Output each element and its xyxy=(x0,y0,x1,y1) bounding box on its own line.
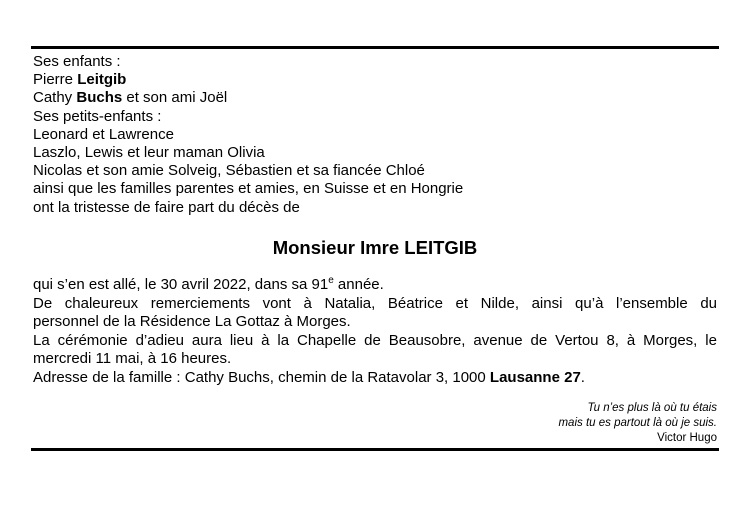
address-text: Adresse de la famille : Cathy Buchs, chemin de la Ratavolar 3, 1000 xyxy=(33,368,490,386)
child1-last-name: Leitgib xyxy=(77,71,127,89)
death-line xyxy=(33,276,717,295)
grandchildren-line: Leonard et Lawrence xyxy=(33,125,174,143)
child2-partner: et son ami Joël xyxy=(122,89,228,107)
bottom-rule xyxy=(31,448,719,451)
obituary-notice xyxy=(31,0,719,509)
quote-line: mais tu es partout là où je suis. xyxy=(558,417,717,429)
quote-block xyxy=(558,401,717,446)
death-text: qui s’en est allé, le 30 avril 2022, dans sa 91 xyxy=(33,276,329,293)
address-city: Lausanne 27 xyxy=(489,368,581,386)
address-end: . xyxy=(580,368,585,386)
families-line: ainsi que les familles parentes et amies, en Suisse et en Hongrie xyxy=(33,180,464,198)
thanks-line: De chaleureux remerciements vont à Natalia, Béatrice et Nilde, ainsi qu’à l’ensemble du xyxy=(33,294,717,312)
grandchildren-label: Ses petits-enfants : xyxy=(33,107,162,125)
quote-line: Tu n’es plus là où tu étais xyxy=(587,402,717,414)
quote-author: Victor Hugo xyxy=(657,432,717,444)
child-pierre xyxy=(33,71,717,89)
ordinal-suffix: e xyxy=(328,275,334,286)
notice-details xyxy=(33,276,717,387)
child2-first-name: Cathy xyxy=(33,89,73,107)
announcement-line: ont la tristesse de faire part du décès de xyxy=(33,198,300,216)
child1-first-name: Pierre xyxy=(33,71,74,89)
ceremony-line: La cérémonie d’adieu aura lieu à la Chapelle de Beausobre, avenue de Vertou 8, à Morges, le xyxy=(33,331,717,349)
thanks-line: personnel de la Résidence La Gottaz à Morges. xyxy=(33,313,351,330)
deceased-name: Monsieur Imre LEITGIB xyxy=(272,237,478,258)
grandchildren-line: Nicolas et son amie Solveig, Sébastien et sa fiancée Chloé xyxy=(33,162,425,180)
address-line xyxy=(33,369,717,388)
grandchildren-line: Laszlo, Lewis et leur maman Olivia xyxy=(33,144,265,162)
child-cathy xyxy=(33,89,717,107)
top-rule xyxy=(31,46,719,49)
child2-last-name: Buchs xyxy=(76,89,123,107)
ceremony-line: mercredi 11 mai, à 16 heures. xyxy=(33,350,232,367)
death-text-end: année. xyxy=(333,276,384,293)
family-list xyxy=(33,53,717,217)
children-label: Ses enfants : xyxy=(33,53,121,70)
